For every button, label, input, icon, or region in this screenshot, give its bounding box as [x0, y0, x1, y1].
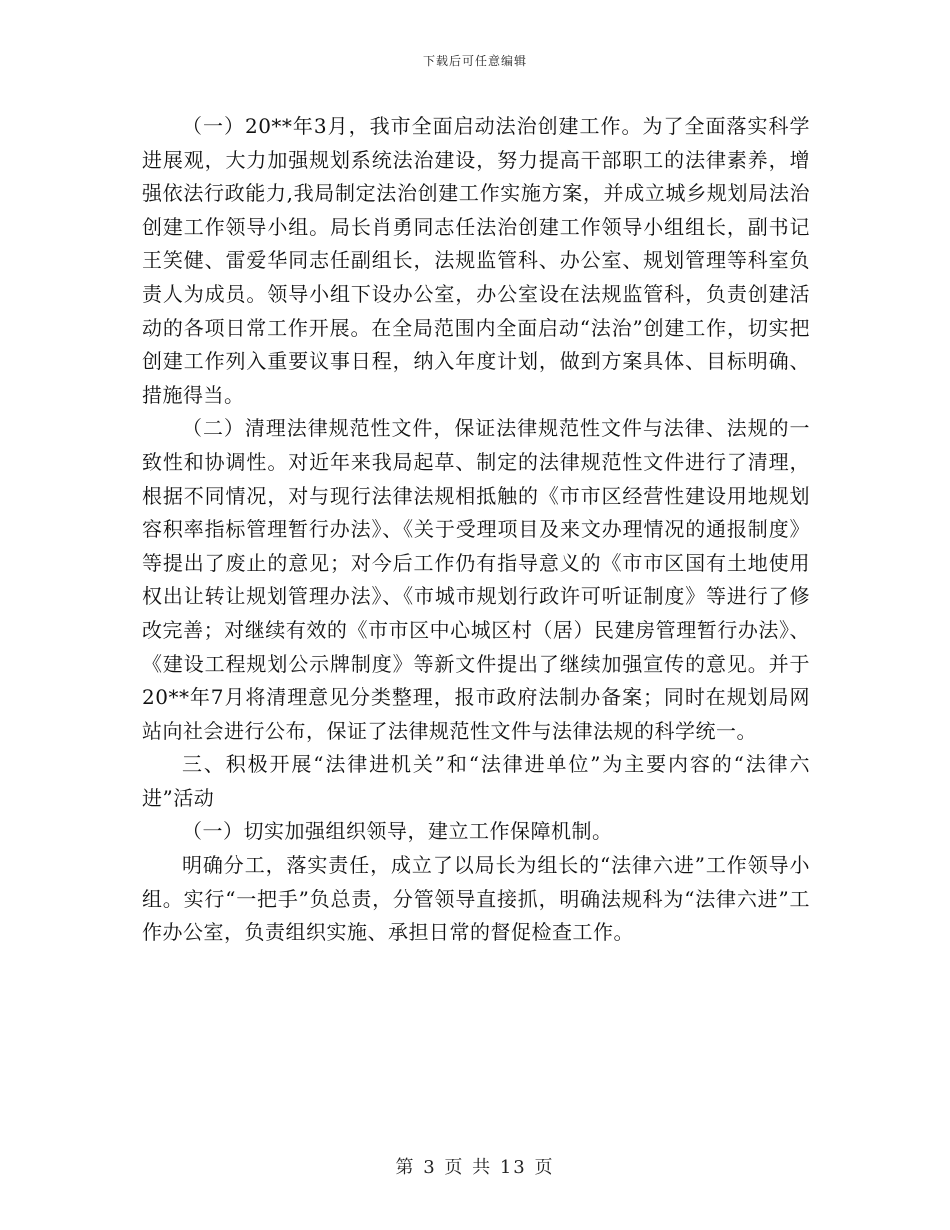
page-header: 下载后可任意编辑 — [422, 54, 527, 68]
paragraph-2: （二）清理法律规范性文件，保证法律规范性文件与法律、法规的一致性和协调性。对近年来我局起草、制定的法律规范性文件进行了清理，根据不同情况，对与现行法律法规相抵触的《市市区经营性建设用地规划容积率指标管理暂行办法》、《关于受理项目及来文办理情况的通报制度》等提出了废止的意见；对今后工作仍有指导意义的《市市区国有土地使用权出让转让规划管理办法》、《市城市规划行政许可听证制度》等进行了修改完善；对继续有效的《市市区中心城区村（居）民建房管理暂行办法》、《建设工程规划公示牌制度》等新文件提出了继续加强宣传的意见。并于20**年7月将清理意见分类整理，报市政府法制办备案；同时在规划局网站向社会进行公布，保证了法律规范性文件与法律法规的科学统一。 — [142, 416, 810, 743]
subsection-heading-1: （一）切实加强组织领导，建立工作保障机制。 — [182, 819, 613, 844]
section-heading-3: 三、积极开展“法律进机关”和“法律进单位”为主要内容的“法律六进”活动 — [142, 752, 810, 810]
document-body — [142, 110, 810, 950]
paragraph-3: 明确分工，落实责任，成立了以局长为组长的“法律六进”工作领导小组。实行“一把手”负总责，分管领导直接抓，明确法规科为“法律六进”工作办公室，负责组织实施、承担日常的督促检查工作。 — [142, 853, 810, 945]
page-number-footer: 第 3 页 共 13 页 — [395, 1157, 555, 1178]
paragraph-1: （一）20**年3月，我市全面启动法治创建工作。为了全面落实科学进展观，大力加强规划系统法治建设，努力提高干部职工的法律素养，增强依法行政能力,我局制定法治创建工作实施方案，并成立城乡规划局法治创建工作领导小组。局长肖勇同志任法治创建工作领导小组组长，副书记王笑健、雷爱华同志任副组长，法规监管科、办公室、规划管理等科室负责人为成员。领导小组下设办公室，办公室设在法规监管科，负责创建活动的各项日常工作开展。在全局范围内全面启动“法治”创建工作，切实把创建工作列入重要议事日程，纳入年度计划，做到方案具体、目标明确、措施得当。 — [142, 114, 810, 407]
